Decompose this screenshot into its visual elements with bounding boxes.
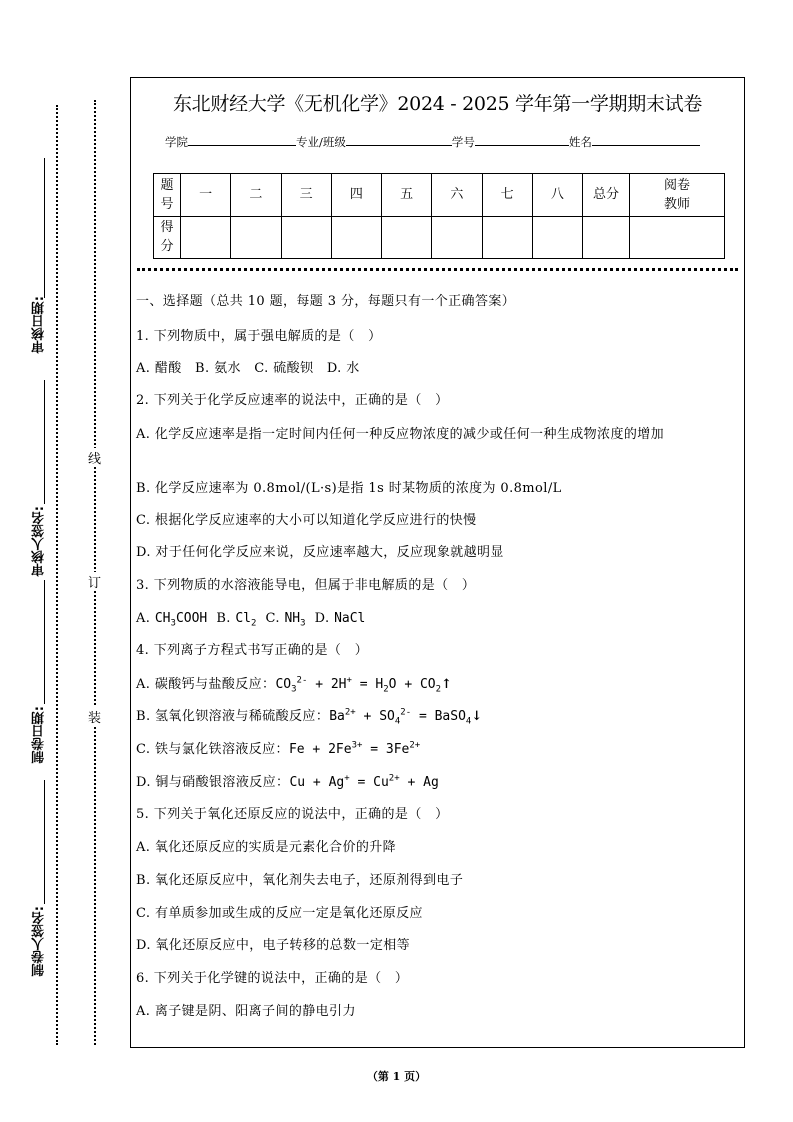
row-label-score: 得分 bbox=[154, 216, 181, 259]
bind-char-zhuang: 装 bbox=[88, 707, 101, 726]
q3-stem: 3. 下列物质的水溶液能导电，但属于非电解质的是（ ） bbox=[136, 578, 476, 593]
student-info-row bbox=[165, 133, 700, 150]
field-name-label: 姓名 bbox=[568, 135, 592, 149]
page-number: （第 1 页） bbox=[366, 1070, 427, 1083]
q5-option-c: C. 有单质参加或生成的反应一定是氧化还原反应 bbox=[136, 906, 423, 921]
student-id-blank[interactable] bbox=[475, 133, 569, 146]
q2-option-d: D. 对于任何化学反应来说，反应速率越大，反应现象就越明显 bbox=[136, 545, 504, 560]
score-cell-3[interactable] bbox=[281, 216, 331, 259]
bind-char-ding: 订 bbox=[88, 572, 101, 591]
q5-option-b: B. 氧化还原反应中，氧化剂失去电子，还原剂得到电子 bbox=[136, 873, 464, 888]
score-cell-5[interactable] bbox=[382, 216, 432, 259]
q2-option-a: A. 化学反应速率是指一定时间内任何一种反应物浓度的减少或任何一种生成物浓度的增加 bbox=[136, 427, 665, 442]
q4-stem: 4. 下列离子方程式书写正确的是（ ） bbox=[136, 643, 369, 658]
q4-option-d: D. 铜与硝酸银溶液反应：$Cu + Ag^+ = Cu^{2+} + Ag$ bbox=[136, 773, 439, 790]
score-cell-6[interactable] bbox=[432, 216, 482, 259]
field-student-id-label: 学号 bbox=[451, 135, 475, 149]
section-heading: 一、选择题（总共 10 题，每题 3 分，每题只有一个正确答案） bbox=[136, 294, 516, 309]
score-cell-total[interactable] bbox=[583, 216, 630, 259]
exam-frame bbox=[130, 77, 745, 1048]
score-cell-4[interactable] bbox=[331, 216, 381, 259]
col-header-total: 总分 bbox=[583, 174, 630, 217]
review-date-label: 审核日期: bbox=[32, 296, 47, 354]
exam-title: 东北财经大学《无机化学》2024 - 2025 学年第一学期期末试卷 bbox=[172, 93, 703, 115]
col-header-grader: 阅卷教师 bbox=[630, 174, 725, 217]
compile-date-label: 制卷日期: bbox=[32, 706, 47, 764]
q5-option-d: D. 氧化还原反应中，电子转移的总数一定相等 bbox=[136, 938, 411, 953]
compile-date-line bbox=[44, 580, 45, 704]
q2-option-b: B. 化学反应速率为 0.8mol/(L·s)是指 1s 时某物质的浓度为 0.8mol/L bbox=[136, 481, 562, 496]
q2-stem: 2. 下列关于化学反应速率的说法中，正确的是（ ） bbox=[136, 393, 449, 408]
score-cell-grader[interactable] bbox=[630, 216, 725, 259]
q5-stem: 5. 下列关于氧化还原反应的说法中，正确的是（ ） bbox=[136, 807, 449, 822]
field-college-label: 学院 bbox=[165, 135, 188, 149]
reviewer-signature-line bbox=[44, 380, 45, 504]
q6-stem: 6. 下列关于化学键的说法中，正确的是（ ） bbox=[136, 971, 409, 986]
col-header-5: 五 bbox=[382, 174, 432, 217]
q1-options: A. 醋酸 B. 氨水 C. 硫酸钡 D. 水 bbox=[136, 361, 360, 376]
score-table bbox=[153, 173, 725, 259]
field-major-label: 专业/班级 bbox=[296, 135, 346, 149]
col-header-3: 三 bbox=[281, 174, 331, 217]
col-header-7: 七 bbox=[482, 174, 532, 217]
col-header-2: 二 bbox=[231, 174, 281, 217]
college-blank[interactable] bbox=[188, 133, 296, 146]
score-cell-2[interactable] bbox=[231, 216, 281, 259]
q1-stem: 1. 下列物质中，属于强电解质的是（ ） bbox=[136, 329, 382, 344]
q4-option-b: B. 氢氧化钡溶液与稀硫酸反应：$Ba^{2+} + SO_4^{2-}$ = BaSO$_4$↓ bbox=[136, 707, 483, 727]
q6-option-a: A. 离子键是阴、阳离子间的静电引力 bbox=[136, 1004, 356, 1019]
score-cell-8[interactable] bbox=[532, 216, 582, 259]
major-class-blank[interactable] bbox=[346, 133, 452, 146]
col-header-4: 四 bbox=[331, 174, 381, 217]
score-table-header-row bbox=[154, 174, 725, 217]
name-blank[interactable] bbox=[592, 133, 700, 146]
q4-option-c: C. 铁与氯化铁溶液反应：$Fe + 2Fe^{3+} = 3Fe^{2+}$ bbox=[136, 740, 421, 757]
score-cell-7[interactable] bbox=[482, 216, 532, 259]
margin-dotted-line-outer bbox=[56, 105, 58, 1045]
dotted-separator bbox=[137, 268, 738, 271]
reviewer-signature-label: 审核人签名: bbox=[32, 506, 47, 577]
compiler-signature-line bbox=[44, 780, 45, 904]
col-header-6: 六 bbox=[432, 174, 482, 217]
score-cell-1[interactable] bbox=[181, 216, 231, 259]
q3-options: A. $CH_3COOH$ B. $Cl_2$ C. $NH_3$ D. NaCl bbox=[136, 611, 366, 629]
bind-char-xian: 线 bbox=[88, 448, 101, 467]
review-date-line bbox=[44, 158, 45, 298]
q2-option-c: C. 根据化学反应速率的大小可以知道化学反应进行的快慢 bbox=[136, 513, 477, 528]
score-table-score-row bbox=[154, 216, 725, 259]
col-header-1: 一 bbox=[181, 174, 231, 217]
row-label-question-no: 题号 bbox=[154, 174, 181, 217]
col-header-8: 八 bbox=[532, 174, 582, 217]
compiler-signature-label: 制卷人签名: bbox=[32, 906, 47, 977]
q5-option-a: A. 氧化还原反应的实质是元素化合价的升降 bbox=[136, 840, 397, 855]
q4-option-a: A. 碳酸钙与盐酸反应：$CO_3^{2-} + 2H^+ = H_2O$ + $CO_2↑$ bbox=[136, 675, 453, 695]
